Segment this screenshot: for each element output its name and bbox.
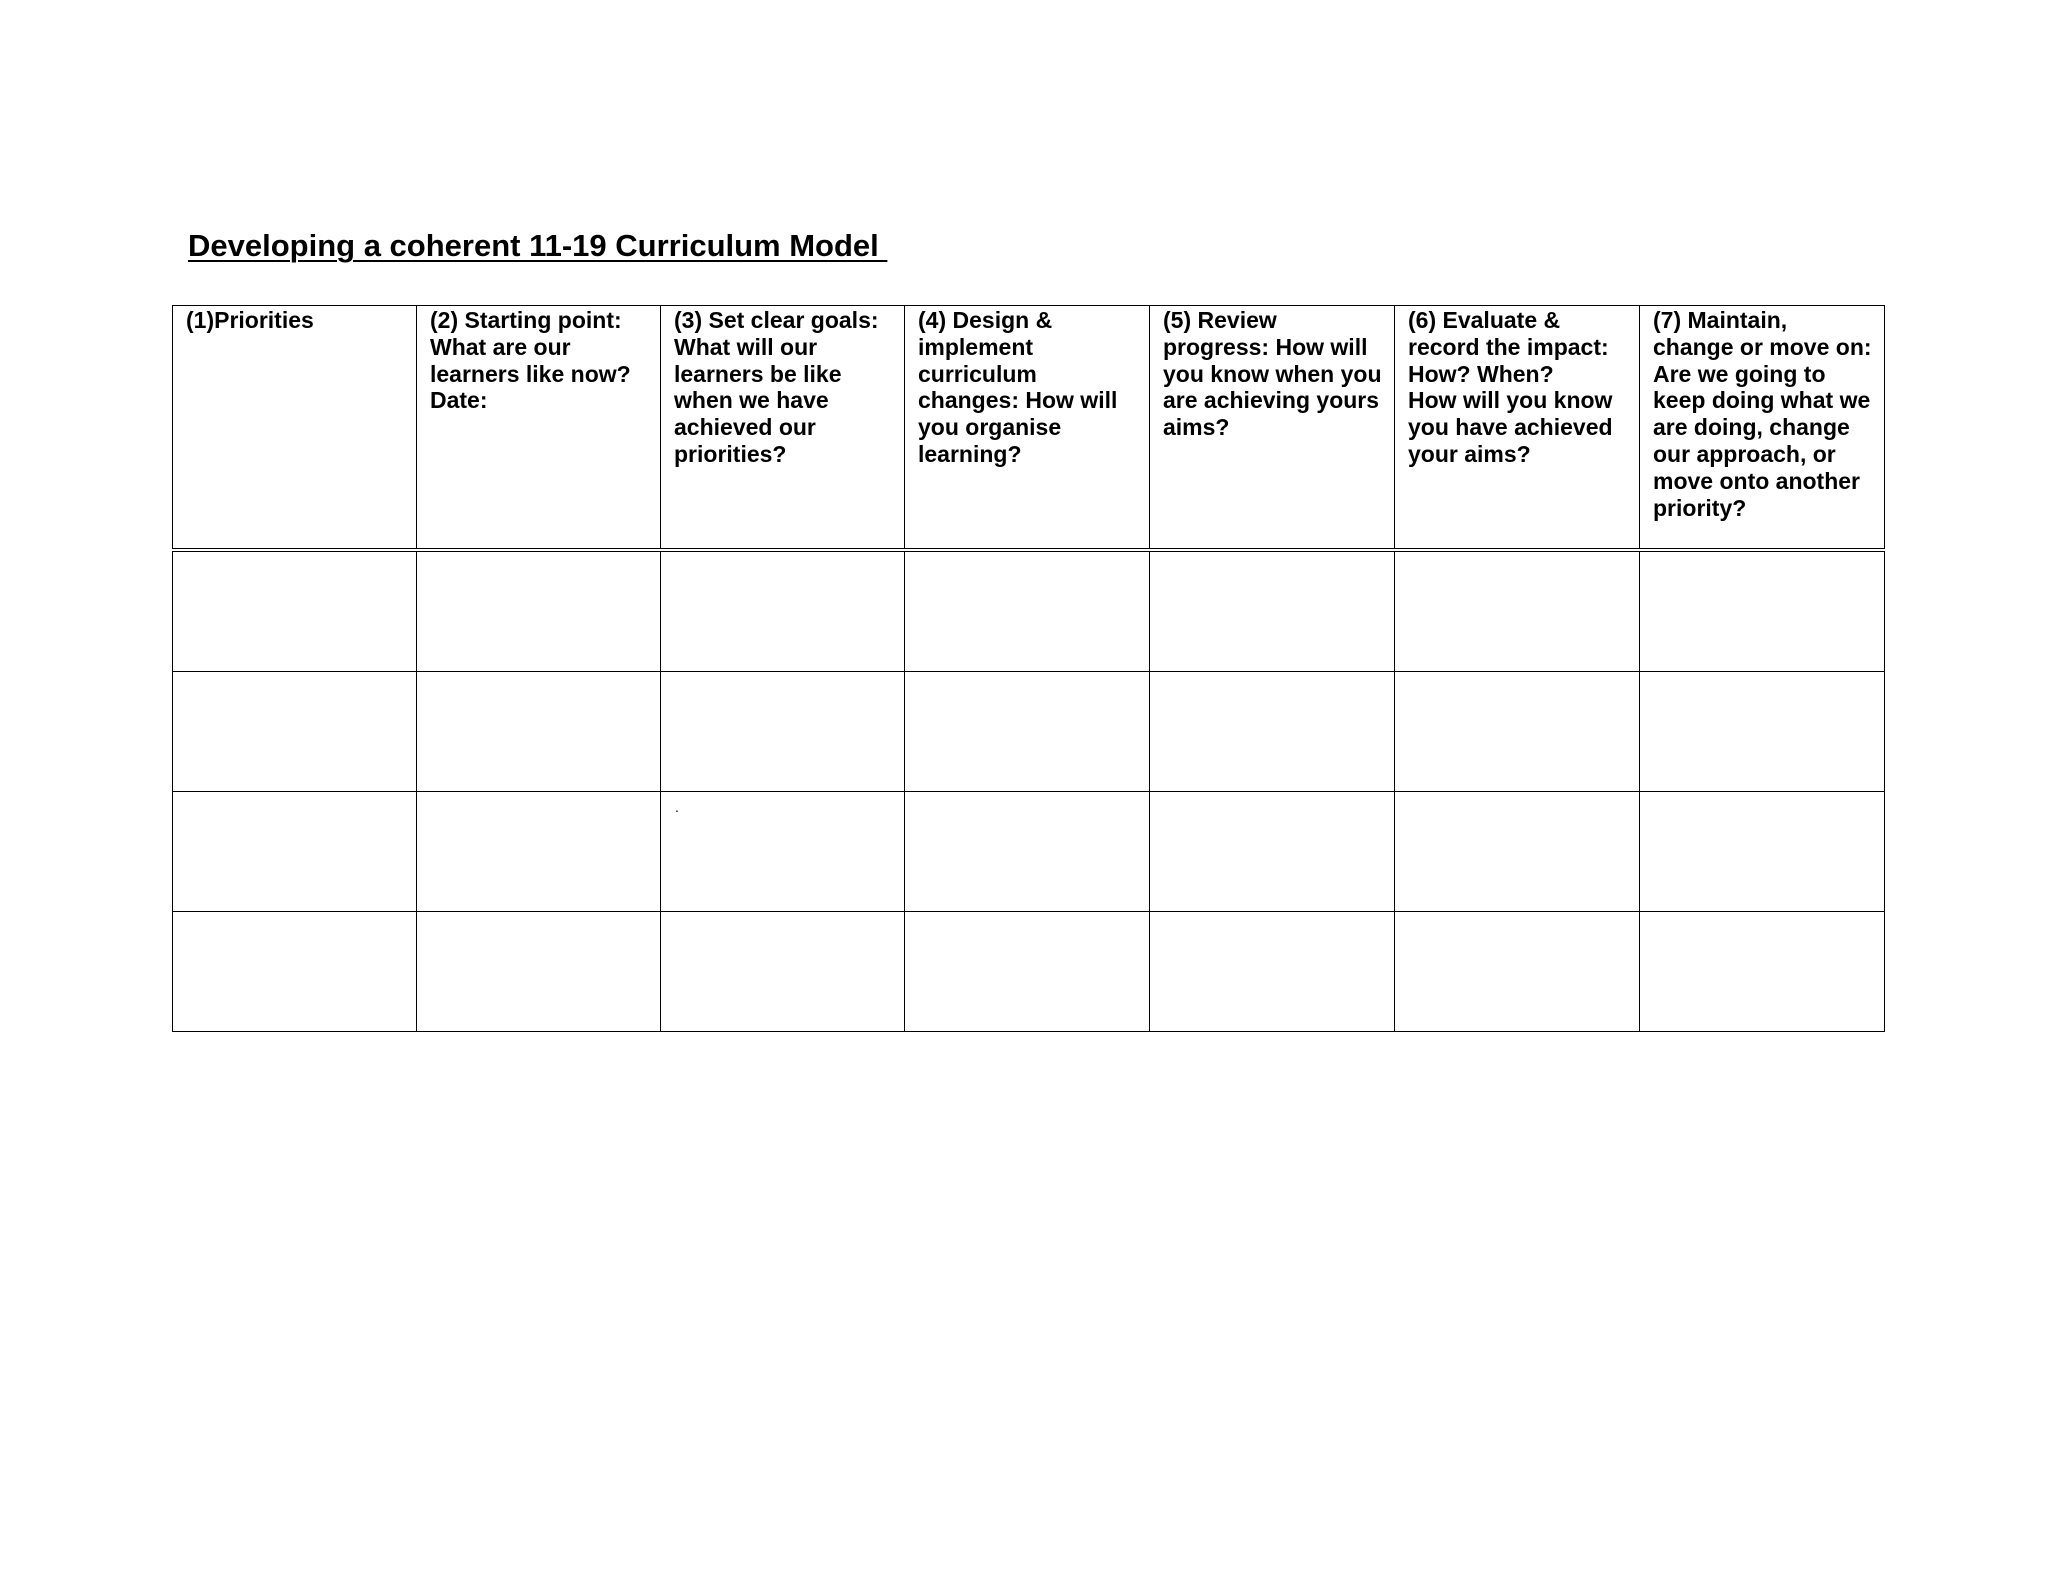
header-row [173, 306, 1885, 551]
header-design-implement: (4) Design & implement curriculum changes: How will you organise learning? [905, 306, 1150, 551]
table-cell [1640, 792, 1885, 912]
table-cell [661, 792, 905, 912]
table-cell [1150, 672, 1395, 792]
table-row [173, 912, 1885, 1032]
table-cell [905, 912, 1150, 1032]
table-cell [905, 550, 1150, 672]
table-cell [417, 912, 661, 1032]
table-row [173, 792, 1885, 912]
header-evaluate-record: (6) Evaluate & record the impact: How? When? How will you know you have achieved your aims? [1395, 306, 1640, 551]
table-cell [417, 792, 661, 912]
table-cell [661, 550, 905, 672]
header-set-clear-goals: (3) Set clear goals: What will our learners be like when we have achieved our priorities? [661, 306, 905, 551]
table-cell [661, 672, 905, 792]
table-cell [1640, 550, 1885, 672]
table-cell [1395, 912, 1640, 1032]
table-cell [1640, 912, 1885, 1032]
table-cell [905, 672, 1150, 792]
table-cell [173, 792, 417, 912]
table-cell [173, 912, 417, 1032]
stray-dot-mark: . [675, 799, 679, 815]
header-priorities: (1)Priorities [173, 306, 417, 551]
table-cell [1150, 792, 1395, 912]
table-cell [417, 550, 661, 672]
table-cell [1150, 550, 1395, 672]
table-row [173, 550, 1885, 672]
table-cell [417, 672, 661, 792]
document-title: Developing a coherent 11-19 Curriculum Model [188, 228, 888, 263]
table-cell [1395, 550, 1640, 672]
table-row [173, 672, 1885, 792]
table-cell [1395, 792, 1640, 912]
table-cell [173, 550, 417, 672]
header-starting-point: (2) Starting point: What are our learners like now? Date: [417, 306, 661, 551]
table-cell [1150, 912, 1395, 1032]
header-maintain-change: (7) Maintain, change or move on: Are we going to keep doing what we are doing, change our approach, or move onto another priority? [1640, 306, 1885, 551]
table-cell [905, 792, 1150, 912]
header-review-progress: (5) Review progress: How will you know when you are achieving yours aims? [1150, 306, 1395, 551]
table-cell [661, 912, 905, 1032]
table-cell [1640, 672, 1885, 792]
table-cell [173, 672, 417, 792]
table-cell [1395, 672, 1640, 792]
curriculum-planning-table [172, 305, 1884, 1032]
